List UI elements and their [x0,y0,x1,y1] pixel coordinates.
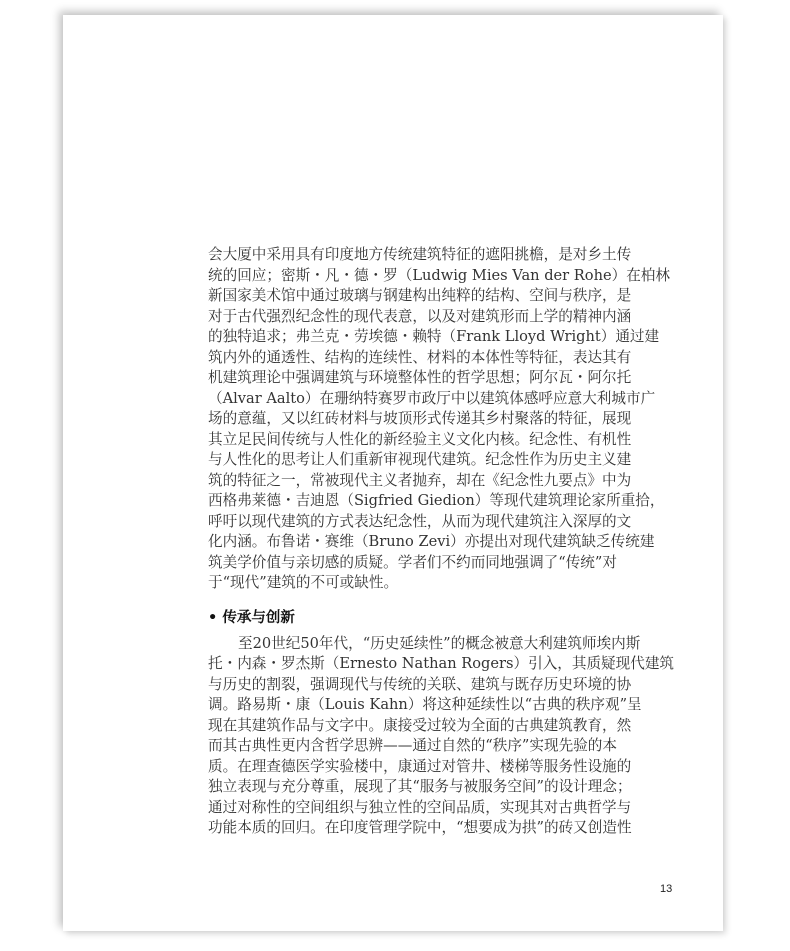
text-line: 化内涵。布鲁诺・赛维（Bruno Zevi）亦提出对现代建筑缺乏传统建 [208,533,655,550]
text-line: 筑美学价值与亲切感的质疑。学者们不约而同地强调了“传统”对 [208,553,617,571]
document-page [63,15,723,931]
text-line: （Alvar Aalto）在珊纳特赛罗市政厅中以建筑体感呼应意大利城市广 [208,389,656,407]
paragraph-1 [208,245,670,594]
text-line: 的独特追求；弗兰克・劳埃德・赖特（Frank Lloyd Wright）通过建 [208,328,660,345]
text-line: 场的意蕴，又以红砖材料与坡顶形式传递其乡村聚落的特征，展现 [208,410,632,427]
text-line: 现在其建筑作品与文字中。康接受过较为全面的古典建筑教育，然 [208,716,632,734]
text-line: 与人性化的思考让人们重新审视现代建筑。纪念性作为历史主义建 [208,451,632,468]
paragraph-2 [208,634,675,839]
section-heading: • 传承与创新 [208,609,295,626]
page-number: 13 [660,883,673,895]
text-line: 机建筑理论中强调建筑与环境整体性的哲学思想；阿尔瓦・阿尔托 [208,369,632,386]
text-line: 于“现代”建筑的不可或缺性。 [208,574,399,591]
text-line: 而其古典性更内含哲学思辨——通过自然的“秩序”实现先验的本 [208,737,617,754]
body-text [208,245,675,839]
text-line: 功能本质的回归。在印度管理学院中，“想要成为拱”的砖又创造性 [208,819,632,836]
text-line: 托・内森・罗杰斯（Ernesto Nathan Rogers）引入，其质疑现代建筑 [208,655,675,672]
text-line: 呼吁以现代建筑的方式表达纪念性，从而为现代建筑注入深厚的文 [208,512,632,530]
text-line: 至20世纪50年代，“历史延续性”的概念被意大利建筑师埃内斯 [238,634,641,652]
text-line: 调。路易斯・康（Louis Kahn）将这种延续性以“古典的秩序观”呈 [208,696,642,713]
text-line: 质。在理查德医学实验楼中，康通过对管井、楼梯等服务性设施的 [208,757,632,775]
text-line: 独立表现与充分尊重，展现了其“服务与被服务空间”的设计理念； [208,778,632,795]
text-line: 会大厦中采用具有印度地方传统建筑特征的遮阳挑檐，是对乡土传 [208,246,632,263]
text-line: 筑内外的通透性、结构的连续性、材料的本体性等特征，表达其有 [208,348,632,366]
text-line: 通过对称性的空间组织与独立性的空间品质，实现其对古典哲学与 [208,798,632,816]
text-line: 对于古代强烈纪念性的现代表意，以及对建筑形而上学的精神内涵 [208,307,632,325]
text-line: 筑的特征之一，常被现代主义者抛弃，却在《纪念性九要点》中为 [208,471,632,489]
text-line: 西格弗莱德・吉迪恩（Sigfried Giedion）等现代建筑理论家所重拾， [208,492,665,509]
text-line: 新国家美术馆中通过玻璃与钢建构出纯粹的结构、空间与秩序，是 [208,287,632,304]
text-line: 与历史的割裂，强调现代与传统的关联、建筑与既存历史环境的协 [208,675,632,693]
text-line: 其立足民间传统与人性化的新经验主义文化内核。纪念性、有机性 [208,430,632,448]
text-line: 统的回应；密斯・凡・德・罗（Ludwig Mies Van der Rohe）在柏林 [208,266,670,284]
